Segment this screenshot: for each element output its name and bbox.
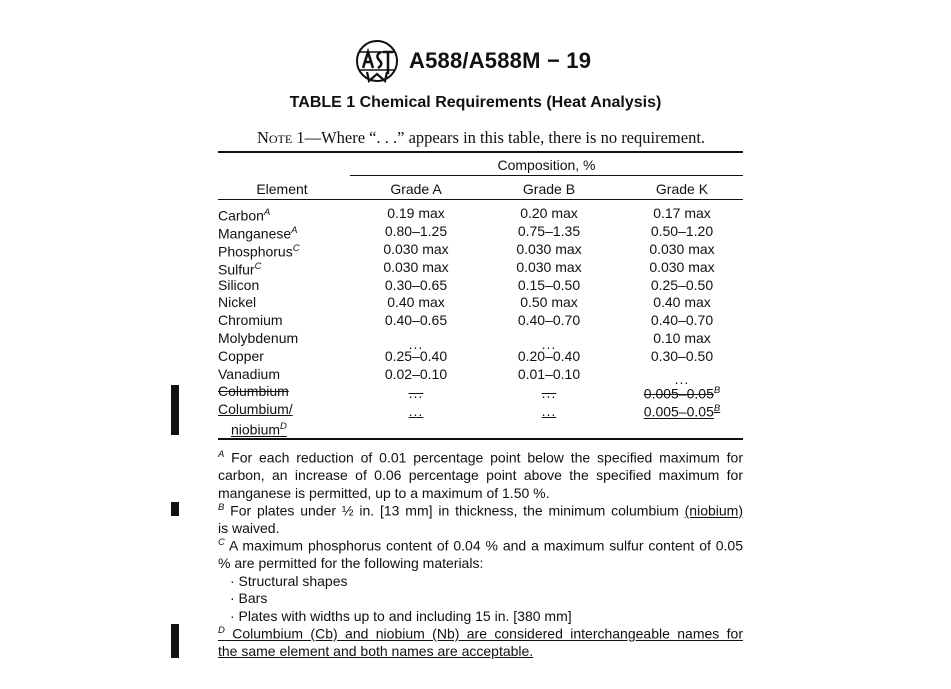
grade-b-value: 0.030 max: [516, 259, 582, 275]
change-bar: [171, 502, 179, 516]
astm-logo-icon: [355, 38, 399, 84]
element-label: Vanadium: [218, 366, 281, 382]
grade-a-value: ...: [408, 385, 424, 401]
grade-b-value: 0.15–0.50: [517, 277, 581, 293]
element-label: Columbium: [218, 383, 289, 399]
grade-b-value: 0.20 max: [520, 205, 578, 221]
composition-header: Composition, %: [497, 157, 596, 173]
composition-rule: [350, 175, 743, 176]
grade-k-value: 0.50–1.20: [650, 223, 714, 239]
footnote-c: $^C$ A maximum phosphorus content of 0.04 % and a maximum sulfur content of 0.05 % are permitted for the following materials: · Structural shapes · Bars · Plates with widths up to and including 15 in. [380 mm]: [218, 537, 743, 624]
table-top-rule: [218, 151, 743, 153]
footnote-d: $^D$ Columbium (Cb) and niobium (Nb) are considered interchangeable names for the same element and both names are acceptable.: [218, 625, 743, 660]
grade-a-value: 0.30–0.65: [384, 277, 448, 293]
element-label: Molybdenum: [218, 330, 299, 346]
change-bar: [171, 385, 179, 435]
grade-b-value: 0.01–0.10: [517, 366, 581, 382]
column-header-grade-a: Grade A: [390, 181, 442, 197]
element-label: Phosphorus$^C$: [218, 243, 300, 260]
element-label: Silicon: [218, 277, 260, 293]
grade-k-value: 0.40 max: [653, 294, 711, 310]
footnote-a: $^A$ For each reduction of 0.01 percentage point below the specified maximum for carbon, an increase of 0.06 percentage point above the specified maximum for manganese is permitted, up to a maximum of 1.50 %.: [218, 449, 743, 501]
element-label-line2: niobium$^D$: [231, 421, 287, 438]
grade-k-value: 0.030 max: [649, 259, 715, 275]
list-item: · Plates with widths up to and including 15 in. [380 mm]: [230, 607, 572, 624]
grade-k-value: 0.30–0.50: [650, 348, 714, 364]
column-header-element: Element: [256, 181, 308, 197]
document-title: A588/A588M − 19: [409, 48, 592, 73]
note-text: 1—Where “. . .” appears in this table, there is no requirement.: [292, 128, 706, 147]
footnote-mark: D: [218, 625, 225, 636]
element-label: Nickel: [218, 294, 257, 310]
grade-a-value: 0.40–0.65: [384, 312, 448, 328]
column-header-grade-k: Grade K: [655, 181, 709, 197]
grade-a-value: 0.02–0.10: [384, 366, 448, 382]
element-label: Carbon$^A$: [218, 207, 271, 224]
element-label: Chromium: [218, 312, 283, 328]
list-item: · Bars: [230, 590, 268, 607]
grade-a-value: 0.40 max: [387, 294, 445, 310]
grade-k-value: $0.005-0.05^B$: [643, 385, 721, 402]
table-title: TABLE 1 Chemical Requirements (Heat Analysis): [289, 94, 662, 111]
list-item: · Structural shapes: [230, 572, 348, 589]
header-bottom-rule: [218, 199, 743, 200]
footnote-mark: B: [218, 502, 225, 513]
element-label: Copper: [218, 348, 264, 364]
column-header-grade-b: Grade B: [522, 181, 576, 197]
grade-k-value: ...: [674, 371, 690, 387]
footnote-mark: A: [218, 449, 225, 460]
grade-a-value: 0.80–1.25: [384, 223, 448, 239]
grade-a-value: ...: [408, 403, 424, 419]
grade-b-value: ...: [541, 385, 557, 401]
document-header: [355, 38, 591, 84]
grade-b-value: 0.75–1.35: [517, 223, 581, 239]
grade-k-value: 0.17 max: [653, 205, 711, 221]
grade-b-value: 0.030 max: [516, 241, 582, 257]
element-label: Manganese$^A$: [218, 225, 298, 242]
grade-k-value: 0.40–0.70: [650, 312, 714, 328]
grade-a-value: ...: [408, 336, 424, 352]
grade-k-value: 0.030 max: [649, 241, 715, 257]
grade-k-value: 0.10 max: [653, 330, 711, 346]
grade-b-value: ...: [541, 336, 557, 352]
table-note: [218, 128, 744, 148]
grade-k-value: $0.005-0.05^B$: [643, 403, 721, 420]
grade-a-value: 0.030 max: [383, 259, 449, 275]
grade-b-value: 0.40–0.70: [517, 312, 581, 328]
grade-k-value: 0.25–0.50: [650, 277, 714, 293]
table-bottom-rule: [218, 438, 743, 440]
element-label: Sulfur$^C$: [218, 261, 262, 278]
grade-b-value: ...: [541, 403, 557, 419]
grade-a-value: 0.25–0.40: [384, 348, 448, 364]
grade-a-value: 0.19 max: [387, 205, 445, 221]
grade-a-value: 0.030 max: [383, 241, 449, 257]
footnote-b: $^B$ For plates under ½ in. [13 mm] in thickness, the minimum columbium (niobium) is waived.: [218, 502, 743, 537]
change-bar: [171, 624, 179, 658]
note-label: Note: [256, 128, 293, 147]
element-label-line1: Columbium/: [218, 401, 293, 417]
grade-b-value: 0.20–0.40: [517, 348, 581, 364]
grade-b-value: 0.50 max: [520, 294, 578, 310]
footnote-mark: C: [218, 537, 225, 548]
